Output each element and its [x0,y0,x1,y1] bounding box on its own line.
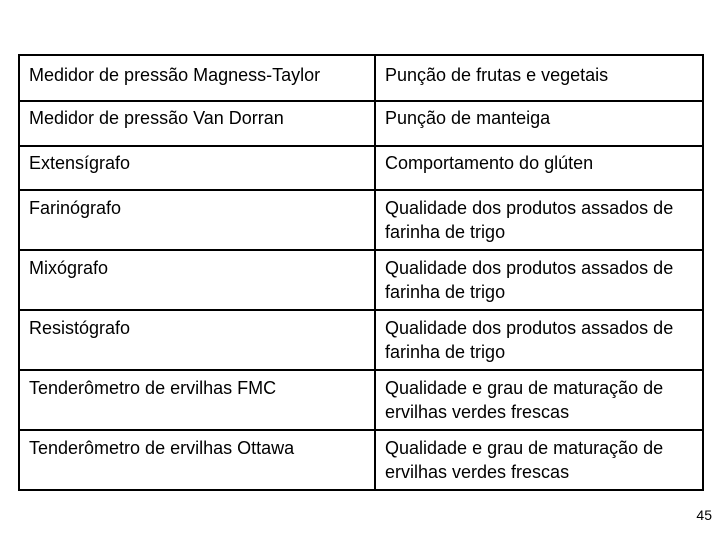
instruments-table [18,54,704,491]
application-cell: Qualidade e grau de maturação de ervilhas verdes frescas [375,430,703,490]
application-cell: Qualidade dos produtos assados de farinha de trigo [375,190,703,250]
table-row [19,190,703,250]
instrument-cell: Medidor de pressão Magness-Taylor [19,55,375,101]
application-cell: Punção de manteiga [375,101,703,146]
instrument-cell: Resistógrafo [19,310,375,370]
instrument-cell: Medidor de pressão Van Dorran [19,101,375,146]
application-cell: Qualidade dos produtos assados de farinha de trigo [375,310,703,370]
instrument-cell: Extensígrafo [19,146,375,190]
table-row [19,250,703,310]
table-row [19,310,703,370]
table-row [19,101,703,146]
application-cell: Punção de frutas e vegetais [375,55,703,101]
application-cell: Qualidade e grau de maturação de ervilhas verdes frescas [375,370,703,430]
application-cell: Qualidade dos produtos assados de farinha de trigo [375,250,703,310]
instrument-cell: Tenderômetro de ervilhas Ottawa [19,430,375,490]
table-row [19,146,703,190]
table-row [19,55,703,101]
table-row [19,370,703,430]
instrument-cell: Tenderômetro de ervilhas FMC [19,370,375,430]
table-row [19,430,703,490]
application-cell: Comportamento do glúten [375,146,703,190]
page-number: 45 [696,507,712,523]
instrument-cell: Mixógrafo [19,250,375,310]
instrument-cell: Farinógrafo [19,190,375,250]
